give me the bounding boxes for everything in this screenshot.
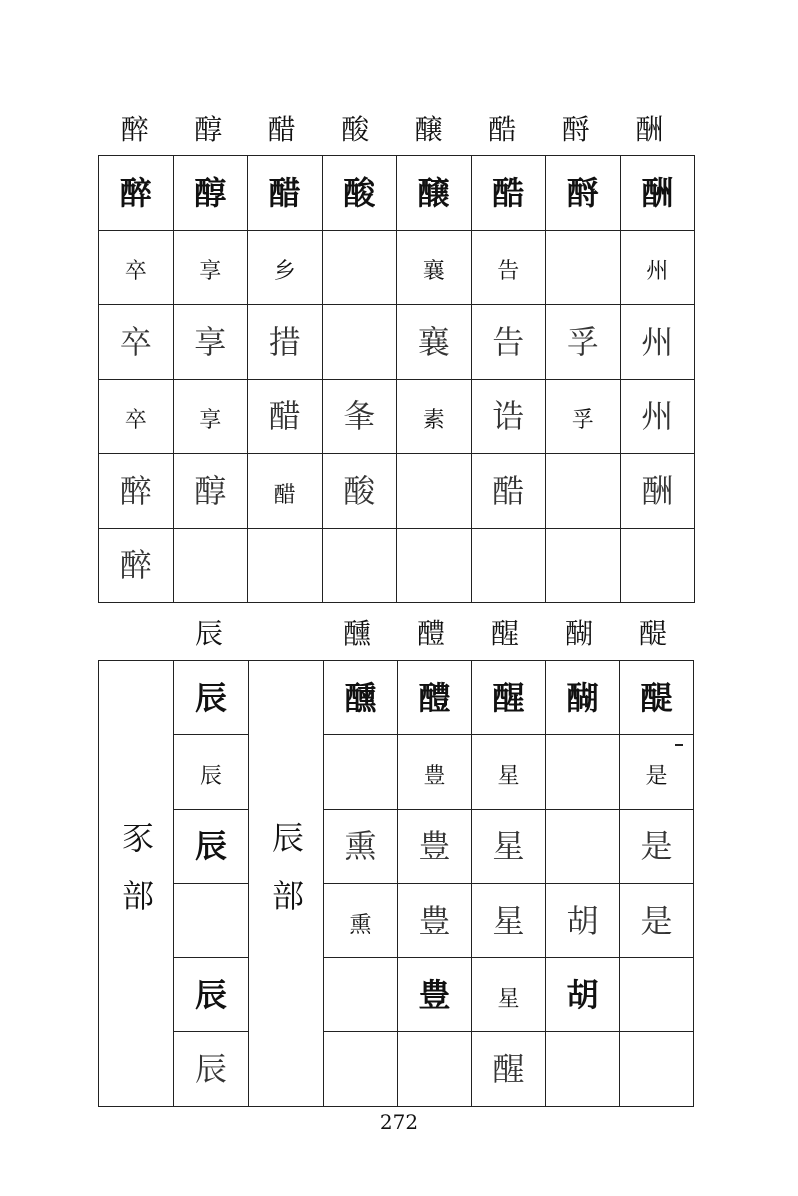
glyph-cell <box>546 528 621 603</box>
bottom-header-char: 辰 <box>194 617 223 650</box>
glyph-cell <box>472 883 546 957</box>
glyph-form: 醇 <box>194 173 227 212</box>
glyph-cell <box>472 958 546 1032</box>
glyph-cell <box>471 305 546 380</box>
glyph-cell <box>99 305 174 380</box>
glyph-form: 酬 <box>641 173 674 212</box>
glyph-cell <box>620 454 695 529</box>
glyph-form: 胡 <box>566 975 599 1014</box>
top-header-char: 酹 <box>561 113 590 146</box>
glyph-form: 醺 <box>344 678 377 717</box>
glyph-form: 孚 <box>571 408 594 434</box>
glyph-cell <box>99 528 174 603</box>
glyph-cell <box>99 454 174 529</box>
glyph-cell <box>398 809 472 883</box>
top-header-char: 醸 <box>414 113 443 146</box>
glyph-cell <box>471 454 546 529</box>
glyph-form: 辰 <box>199 763 222 789</box>
glyph-cell <box>620 230 695 305</box>
glyph-cell <box>546 661 620 735</box>
glyph-cell <box>620 1032 694 1106</box>
glyph-form: 乡 <box>273 259 296 285</box>
glyph-form: 星 <box>497 763 520 789</box>
glyph-form: 辰 <box>194 678 227 717</box>
glyph-cell <box>248 305 323 380</box>
glyph-form: 是 <box>640 901 673 940</box>
glyph-cell <box>322 230 397 305</box>
glyph-cell <box>99 230 174 305</box>
glyph-form: 辰 <box>194 975 227 1014</box>
table-row <box>99 454 695 529</box>
glyph-form: 告 <box>497 259 520 285</box>
glyph-form: 襄 <box>417 322 450 361</box>
glyph-form: 告 <box>492 322 525 361</box>
glyph-form: 醍 <box>640 678 673 717</box>
glyph-cell <box>546 230 621 305</box>
glyph-form: 醐 <box>566 678 599 717</box>
glyph-form: 酹 <box>566 173 599 212</box>
glyph-cell <box>620 528 695 603</box>
glyph-cell <box>397 454 472 529</box>
radical-label-chen <box>249 661 324 1107</box>
glyph-cell <box>324 883 398 957</box>
top-header-char: 醋 <box>267 113 296 146</box>
glyph-form: 豊 <box>418 827 451 866</box>
glyph-form: 辰 <box>194 827 227 866</box>
top-header-char: 酬 <box>635 113 664 146</box>
glyph-form: 胡 <box>566 901 599 940</box>
glyph-form: 是 <box>640 827 673 866</box>
glyph-cell <box>397 156 472 231</box>
glyph-form: 是 <box>645 763 668 789</box>
bottom-character-table <box>98 660 694 1107</box>
glyph-cell <box>471 156 546 231</box>
glyph-form: 醴 <box>418 678 451 717</box>
table-row <box>99 1032 694 1106</box>
page-number: 272 <box>379 1110 419 1134</box>
glyph-form: 醉 <box>119 471 152 510</box>
glyph-cell <box>248 156 323 231</box>
glyph-cell <box>324 735 398 809</box>
top-header-char: 醇 <box>194 113 223 146</box>
glyph-cell <box>546 809 620 883</box>
glyph-form: 卒 <box>119 322 152 361</box>
top-character-table <box>98 155 695 603</box>
glyph-cell <box>174 883 249 957</box>
glyph-form: 享 <box>199 408 222 434</box>
glyph-form: 星 <box>492 901 525 940</box>
glyph-cell <box>398 735 472 809</box>
glyph-form: 诰 <box>492 397 525 436</box>
glyph-cell <box>620 305 695 380</box>
glyph-cell <box>471 230 546 305</box>
glyph-cell <box>99 379 174 454</box>
glyph-cell <box>620 958 694 1032</box>
glyph-form: 星 <box>492 827 525 866</box>
glyph-form: 醋 <box>268 397 301 436</box>
glyph-form: 醒 <box>492 1050 525 1089</box>
glyph-form: 卒 <box>124 259 147 285</box>
table-row <box>99 883 694 957</box>
glyph-cell <box>248 454 323 529</box>
glyph-cell <box>324 661 398 735</box>
glyph-cell <box>173 528 248 603</box>
glyph-form: 豊 <box>418 901 451 940</box>
glyph-form: 醋 <box>268 173 301 212</box>
glyph-cell <box>324 809 398 883</box>
glyph-cell <box>397 528 472 603</box>
glyph-cell <box>99 156 174 231</box>
glyph-cell <box>322 379 397 454</box>
table-row <box>99 305 695 380</box>
glyph-cell <box>620 883 694 957</box>
glyph-cell <box>173 230 248 305</box>
table-row <box>99 661 694 735</box>
glyph-cell <box>174 809 249 883</box>
bottom-header-char: 醴 <box>416 617 445 650</box>
glyph-cell <box>322 454 397 529</box>
glyph-form: 醇 <box>194 471 227 510</box>
glyph-cell <box>546 735 620 809</box>
radical-label-text: 豕部 <box>117 821 155 938</box>
glyph-form: 酬 <box>641 471 674 510</box>
table-row <box>99 230 695 305</box>
top-header-char: 酸 <box>341 113 370 146</box>
radical-label-text: 辰部 <box>267 821 305 938</box>
glyph-form: 醉 <box>119 546 152 585</box>
glyph-cell <box>546 156 621 231</box>
bottom-header-char: 醍 <box>638 617 667 650</box>
glyph-cell <box>248 379 323 454</box>
glyph-cell <box>546 958 620 1032</box>
glyph-cell <box>324 1032 398 1106</box>
glyph-form: 辰 <box>194 1050 227 1089</box>
glyph-form: 享 <box>199 259 222 285</box>
glyph-cell <box>397 305 472 380</box>
glyph-cell <box>398 958 472 1032</box>
glyph-cell <box>398 1032 472 1106</box>
glyph-cell <box>620 661 694 735</box>
glyph-form: 素 <box>422 408 445 434</box>
top-header-char: 醉 <box>120 113 149 146</box>
glyph-form: 酷 <box>492 471 525 510</box>
table-row <box>99 156 695 231</box>
glyph-cell <box>471 528 546 603</box>
glyph-form: 夆 <box>343 397 376 436</box>
glyph-cell <box>322 305 397 380</box>
glyph-form: 卒 <box>124 408 147 434</box>
glyph-cell <box>546 883 620 957</box>
glyph-form: 襄 <box>422 259 445 285</box>
glyph-cell <box>620 156 695 231</box>
glyph-cell <box>620 379 695 454</box>
bottom-header-char: 醺 <box>342 617 371 650</box>
glyph-form: 享 <box>194 322 227 361</box>
glyph-cell <box>174 735 249 809</box>
table-row <box>99 735 694 809</box>
glyph-form: 醉 <box>119 173 152 212</box>
glyph-cell <box>173 379 248 454</box>
glyph-cell <box>397 379 472 454</box>
glyph-cell <box>174 958 249 1032</box>
glyph-cell <box>248 230 323 305</box>
glyph-form: 酸 <box>343 471 376 510</box>
glyph-cell <box>472 735 546 809</box>
glyph-cell <box>324 958 398 1032</box>
glyph-cell <box>546 1032 620 1106</box>
table-row <box>99 958 694 1032</box>
glyph-cell <box>398 661 472 735</box>
glyph-cell <box>173 156 248 231</box>
glyph-form: 酷 <box>492 173 525 212</box>
glyph-form: 酸 <box>343 173 376 212</box>
glyph-cell <box>471 379 546 454</box>
glyph-cell <box>174 1032 249 1106</box>
glyph-form: 州 <box>641 397 674 436</box>
radical-label-shi <box>99 661 174 1107</box>
glyph-cell <box>248 528 323 603</box>
glyph-cell <box>546 379 621 454</box>
table-row <box>99 528 695 603</box>
glyph-cell <box>620 809 694 883</box>
glyph-cell <box>173 454 248 529</box>
glyph-form: 豊 <box>418 975 451 1014</box>
top-header-char: 酷 <box>488 113 517 146</box>
glyph-form: 州 <box>646 259 669 285</box>
glyph-form: 醒 <box>492 678 525 717</box>
glyph-cell <box>397 230 472 305</box>
glyph-cell <box>322 528 397 603</box>
glyph-form: 熏 <box>344 827 377 866</box>
table-row <box>99 379 695 454</box>
glyph-cell <box>173 305 248 380</box>
glyph-cell <box>546 305 621 380</box>
glyph-cell <box>174 661 249 735</box>
glyph-form: 星 <box>497 986 520 1012</box>
glyph-form: 熏 <box>349 912 372 938</box>
glyph-form: 措 <box>268 322 301 361</box>
glyph-cell <box>472 809 546 883</box>
glyph-cell <box>546 454 621 529</box>
table-row <box>99 809 694 883</box>
glyph-cell <box>472 1032 546 1106</box>
margin-tick-mark <box>675 744 683 746</box>
bottom-header-char: 醒 <box>490 617 519 650</box>
bottom-header-char: 醐 <box>564 617 593 650</box>
glyph-form: 孚 <box>566 322 599 361</box>
glyph-form: 醋 <box>273 482 296 508</box>
glyph-cell <box>322 156 397 231</box>
glyph-form: 豊 <box>423 763 446 789</box>
glyph-form: 州 <box>641 322 674 361</box>
glyph-form: 醸 <box>417 173 450 212</box>
glyph-cell <box>398 883 472 957</box>
glyph-cell <box>472 661 546 735</box>
